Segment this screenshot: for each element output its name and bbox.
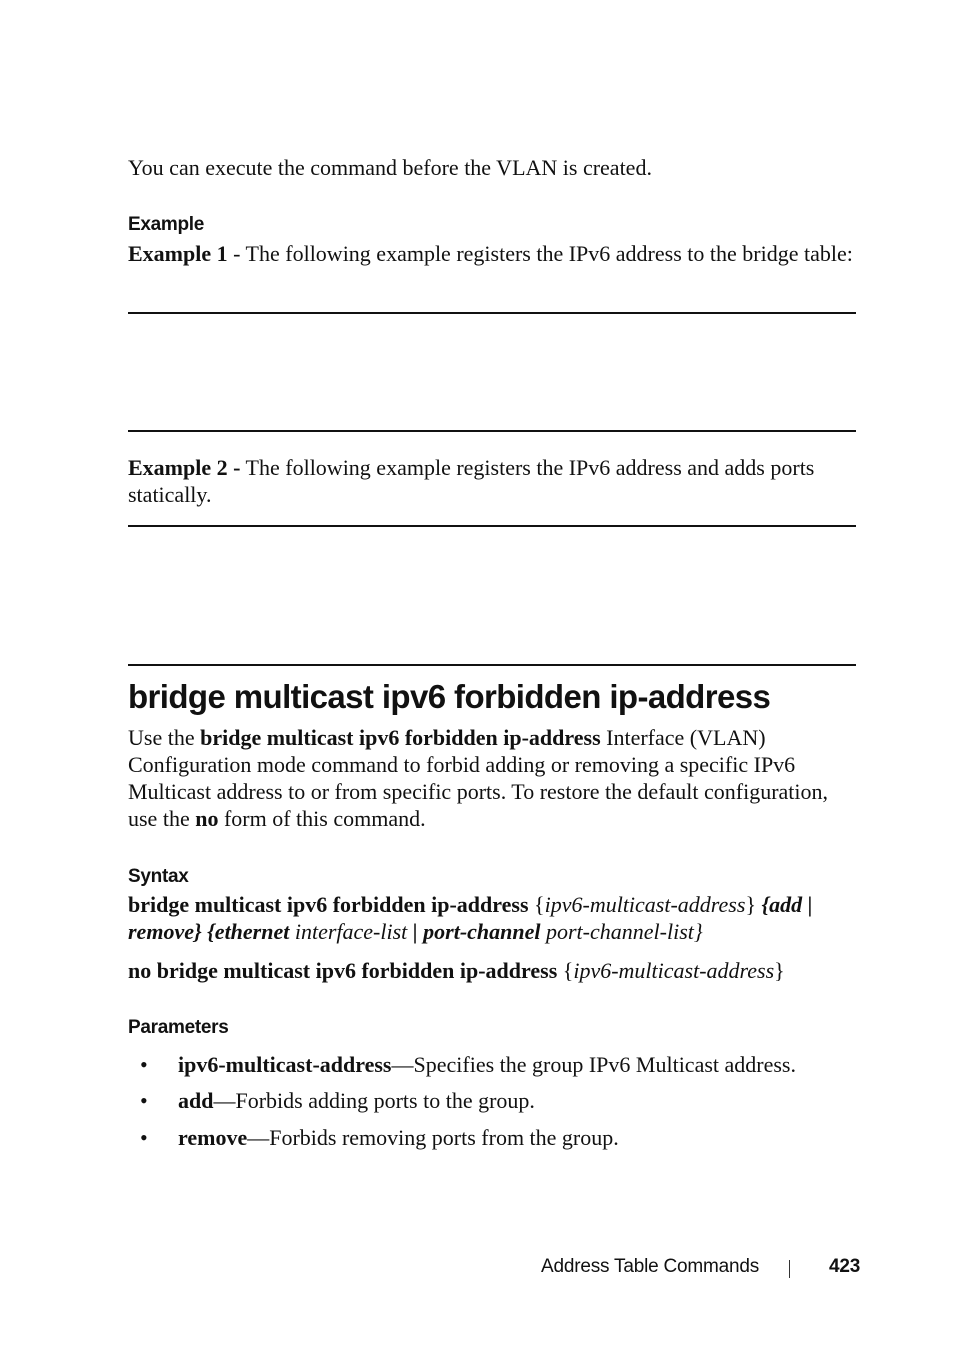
syntax-line-2 [128,918,703,945]
syntax-ethernet-keyword: {ethernet [201,919,290,944]
list-item-text [178,1087,535,1114]
syntax-brace-close: } [745,892,762,917]
syntax-port-channel-list: port-channel-list} [540,919,703,944]
parameters-heading: Parameters [128,1017,229,1038]
example1-label: Example 1 [128,241,228,266]
footer-section-name: Address Table Commands [541,1256,760,1277]
desc-post: form of this command. [218,806,426,831]
example2-label: Example 2 - [128,455,241,480]
desc-pre: Use the [128,725,201,750]
list-item-text [178,1124,619,1151]
list-item-text [178,1051,796,1078]
param-term: remove [178,1125,248,1150]
example1-text: - The following example registers the IPv6 address to the bridge table: [227,241,853,266]
bullet-icon: • [140,1052,148,1077]
param-term: ipv6-multicast-address [178,1052,392,1077]
example1-paragraph [128,240,858,267]
syntax-no-command: no bridge multicast ipv6 forbidden ip-address [128,958,558,983]
syntax-add-option: {add | [761,892,813,917]
syntax-brace-open: { [528,892,545,917]
example1-top-rule [128,312,856,314]
param-desc: —Specifies the group IPv6 Multicast address. [391,1052,796,1077]
syntax-command: bridge multicast ipv6 forbidden ip-address [128,892,529,917]
bullet-icon: • [140,1088,148,1113]
desc-mid: Interface (VLAN) Configuration mode command to forbid adding or removing a specific IPv6 Multicast address to or from specific ports. To restore the default configuration, use the [128,725,829,831]
example2-paragraph [128,454,858,508]
syntax-no-brace-close: } [774,958,785,983]
example2-top-rule [128,525,856,527]
example1-bottom-rule [128,430,856,432]
page-number: 423 [829,1256,861,1277]
intro-text: You can execute the command before the VLAN is created. [128,155,652,180]
bullet-icon: • [140,1125,148,1150]
desc-no-keyword: no [195,806,219,831]
syntax-no-brace-open: { [557,958,574,983]
syntax-interface-list: interface-list [289,919,408,944]
syntax-no-param: ipv6-multicast-address [573,958,775,983]
syntax-port-channel-keyword: port-channel [423,919,541,944]
param-term: add [178,1088,214,1113]
syntax-line-1 [128,891,813,918]
section-description [128,724,853,832]
section-rule [128,664,856,666]
example-heading: Example [128,214,205,235]
syntax-param: ipv6-multicast-address [544,892,746,917]
param-desc: —Forbids removing ports from the group. [247,1125,619,1150]
syntax-line-3 [128,957,785,984]
desc-command: bridge multicast ipv6 forbidden ip-address [200,725,601,750]
syntax-pipe: | [407,919,424,944]
param-desc: —Forbids adding ports to the group. [213,1088,535,1113]
footer-separator [789,1260,790,1278]
section-title: bridge multicast ipv6 forbidden ip-address [128,678,771,715]
syntax-remove-option: remove} [128,919,202,944]
syntax-heading: Syntax [128,866,189,887]
example2-text: The following example registers the IPv6 address and adds ports statically. [128,455,815,507]
